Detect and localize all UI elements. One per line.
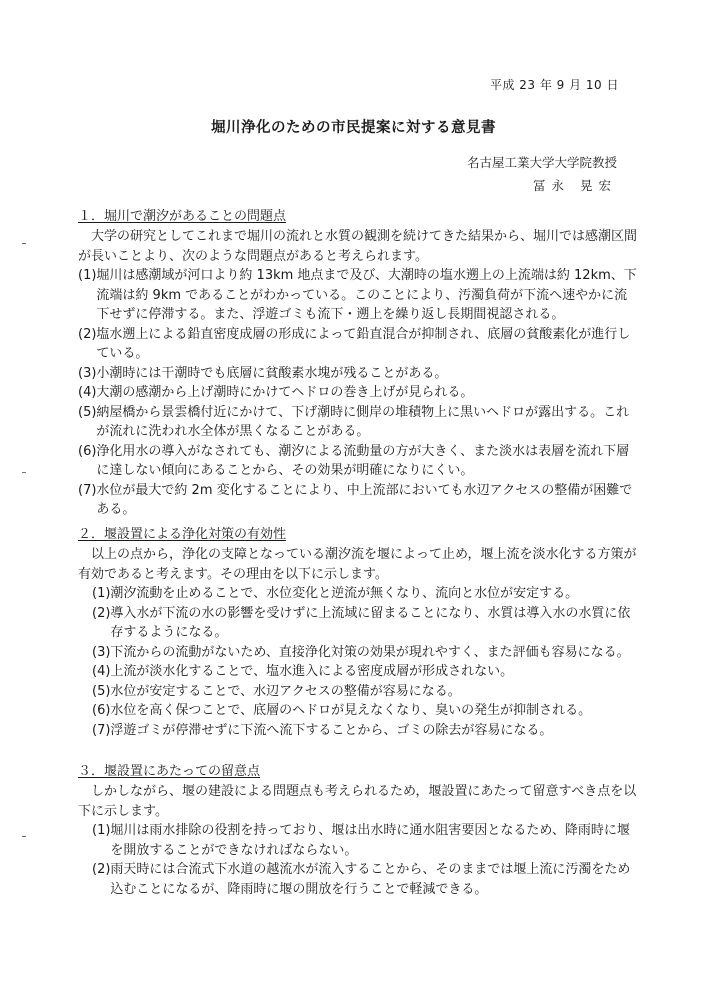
section-intro: しかしながら、堰の建設による問題点も考えられるため，堰設置にあたって留意すべき点を以下に示します。 — [78, 784, 637, 819]
item-text: 塩水遡上による鉛直密度成層の形成によって鉛直混合が抑制され、底層の貧酸素化が進行している。 — [96, 326, 631, 361]
item-text: 納屋橋から景雲橋付近にかけて、下げ潮時に側岸の堆積物上に黒いヘドロが露出する。これが流れに洗われ水全体が黒くなることがある。 — [96, 404, 630, 439]
author-affiliation: 名古屋工業大学大学院教授 — [466, 155, 617, 170]
section-2 — [78, 525, 638, 740]
list-item — [78, 481, 638, 520]
section-3 — [78, 762, 638, 899]
list-item — [78, 403, 638, 442]
item-number: (2) — [92, 862, 111, 877]
item-text: 潮汐流動を止めることで、水位変化と逆流が無くなり、流向と水位が安定する。 — [110, 586, 579, 601]
item-text: 堀川は雨水排除の役割を持っており、堰は出水時に通水阻害要因となるため、降雨時に堰を開放することができなければならない。 — [110, 823, 630, 858]
list-item — [92, 821, 638, 860]
section-intro: 大学の研究としてこれまで堀川の流れと水質の観測を続けてきた結果から、堀川では感潮区間が長いことより、次のような問題点があると考えられます。 — [78, 229, 638, 264]
list-item — [92, 662, 638, 682]
list-item — [92, 643, 638, 663]
list-item — [78, 442, 638, 481]
list-item — [78, 364, 638, 384]
scan-mark — [22, 836, 26, 837]
item-number: (5) — [78, 404, 97, 420]
section-heading: ２．堰設置による浄化対策の有効性 — [78, 527, 287, 542]
item-number: (1) — [92, 823, 111, 838]
author-name: 冨永 晃宏 — [533, 178, 617, 193]
document-date: 平成 23 年 9 月 10 日 — [489, 78, 619, 92]
item-text: 導入水が下流の水の影響を受けずに上流域に留まることになり、水質は導入水の水質に依存するようになる。 — [110, 605, 631, 640]
item-number: (4) — [78, 385, 97, 400]
list-item — [78, 383, 638, 403]
section-heading: １．堀川で潮汐があることの問題点 — [78, 209, 287, 224]
item-number: (6) — [92, 703, 111, 718]
item-text: 下流からの流動がないため、直接浄化対策の効果が現れやすく、また評価も容易になる。 — [110, 644, 630, 660]
item-number: (5) — [92, 683, 111, 699]
item-number: (1) — [78, 268, 97, 283]
item-text: 浄化用水の導入がなされても、潮汐による流動量の方が大きく、また淡水は表層を流れ下層に達しない傾向にあることから、その効果が明確になりにくい。 — [96, 443, 630, 478]
item-number: (7) — [92, 722, 111, 738]
item-number: (2) — [78, 326, 97, 342]
item-text: 雨天時には合流式下水道の越流水が流入することから、そのままでは堰上流に汚濁をため込むことになるが、降雨時に堰の開放を行うことで軽減できる。 — [110, 862, 631, 897]
item-number: (6) — [78, 443, 97, 459]
list-item — [92, 682, 638, 702]
list-item — [92, 860, 638, 899]
scan-mark — [22, 472, 26, 473]
section-1 — [78, 207, 638, 520]
list-item — [78, 325, 638, 364]
list-item — [92, 604, 638, 643]
item-number: (1) — [92, 586, 111, 601]
item-text: 上流が淡水化することで、塩水進入による密度成層が形成されない。 — [110, 664, 514, 679]
item-number: (4) — [92, 664, 111, 679]
list-item — [78, 266, 638, 325]
item-text: 浮遊ゴミが停滞せずに下流へ流下することから、ゴミの除去が容易になる。 — [110, 722, 553, 738]
item-number: (3) — [78, 365, 97, 381]
item-number: (7) — [78, 482, 97, 498]
item-text: 小潮時には干潮時でも底層に貧酸素水塊が残ることがある。 — [96, 365, 448, 381]
list-item — [92, 701, 638, 721]
document-title: 堀川浄化のための市民提案に対する意見書 — [211, 120, 496, 136]
item-text: 水位が安定することで、水辺アクセスの整備が容易になる。 — [110, 683, 461, 699]
item-text: 水位を高く保つことで、底層のヘドロが見えなくなり、臭いの発生が抑制される。 — [110, 703, 592, 718]
item-text: 水位が最大で約 2m 変化することにより、中上流部においても水辺アクセスの整備が困難である。 — [96, 482, 633, 517]
scan-mark — [22, 243, 26, 244]
list-item — [92, 584, 638, 604]
list-item — [92, 721, 638, 741]
section-heading: ３．堰設置にあたっての留意点 — [78, 764, 261, 779]
item-number: (3) — [92, 644, 111, 660]
section-intro: 以上の点から，浄化の支障となっている潮汐流を堰によって止め，堰上流を淡水化する方策が有効であると考えます。その理由を以下に示します。 — [78, 547, 637, 582]
item-text: 大潮の感潮から上げ潮時にかけてヘドロの巻き上げが見られる。 — [96, 385, 474, 400]
item-text: 堀川は感潮域が河口より約 13km 地点まで及び、大潮時の塩水遡上の上流端は約 12km、下流端は約 9km であることがわかっている。このことにより、汚濁負荷が下流へ速やかに流下せずに停滞する。また、浮遊ゴミも流下・遡上を繰り返し長期間視認される。 — [96, 268, 637, 322]
item-number: (2) — [92, 605, 111, 621]
